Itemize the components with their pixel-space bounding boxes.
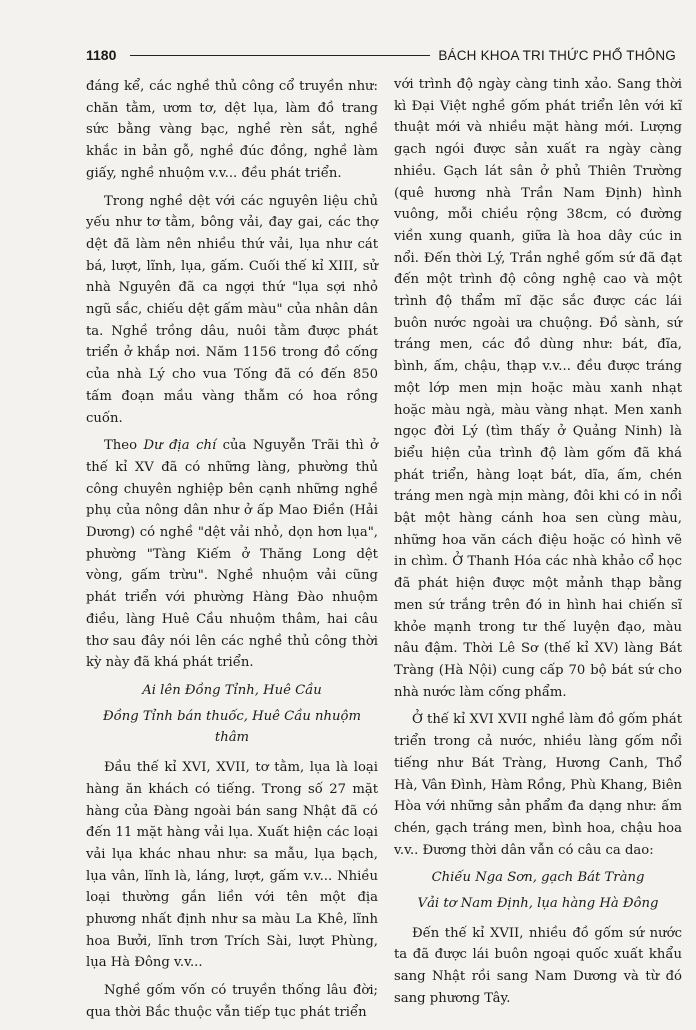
poem-dong-tinh <box>86 680 378 749</box>
page-number: 1180 <box>86 47 117 63</box>
poem-line: Chiếu Nga Sơn, gạch Bát Tràng <box>431 870 645 886</box>
paragraph-pottery-intro: Nghề gốm vốn có truyền thống lâu đời; qua thời Bắc thuộc vẫn tiếp tục phát triển <box>86 983 378 1020</box>
header-rule <box>130 55 430 56</box>
paragraph-crafts: đáng kể, các nghề thủ công cổ truyền như: chăn tằm, ươm tơ, dệt lụa, làm đồ trang sức bằng vàng bạc, nghề rèn sắt, nghề khắc in bản gỗ, nghề đúc đồng, nghề làm giấy, nghề nhuộm v.v... đều phát triển. <box>86 79 378 181</box>
paragraph-rest: của Nguyễn Trãi thì ở thế kỉ XV đã có những làng, phường thủ công chuyên nghiệp bên cạnh những nghề phụ của nông dân như ở ấp Mao Điền (Hải Dương) có nghề "dệt vải nhỏ, dọn hơn lụa", phường "Tàng Kiếm ở Thăng Long dệt vòng, gấm trừu". Nghề nhuộm vải cũng phát triển với phường Hàng Đào nhuộm điều, làng Huê Cầu nhuộm thâm, hai câu thơ sau đây nói lên các nghề thủ công thời kỳ này đã khá phát triển. <box>86 438 378 671</box>
book-title: Dư địa chí <box>143 438 217 454</box>
poem-line: Đồng Tỉnh bán thuốc, Huê Cầu nhuộm thâm <box>103 708 361 746</box>
paragraph-pottery-villages: Ở thế kỉ XVI XVII nghề làm đồ gốm phát triển trong cả nước, nhiều làng gốm nổi tiếng như Bát Tràng, Hương Canh, Thổ Hà, Vân Đình, Hàm Rồng, Phù Khang, Biên Hòa với những sản phẩm đa dạng như: ấm chén, gạch tráng men, bình hoa, chậu hoa v.v.. Đương thời dân vẫn có câu ca dao: <box>394 712 682 858</box>
paragraph-export: Đến thế kỉ XVII, nhiều đồ gốm sứ nước ta đã được lái buôn ngoại quốc xuất khẩu sang Nhật rồi sang Nam Dương và từ đó sang phương Tây. <box>394 925 682 1006</box>
poem-line: Ai lên Đồng Tỉnh, Huê Cầu <box>142 682 322 698</box>
running-title: BÁCH KHOA TRI THỨC PHỔ THÔNG <box>438 47 676 63</box>
paragraph-prefix: Theo <box>104 438 144 454</box>
page-header <box>86 44 676 66</box>
poem-line: Vải tơ Nam Định, lụa hàng Hà Đông <box>417 896 659 912</box>
paragraph-silk-trade: Đầu thế kỉ XVI, XVII, tơ tằm, lụa là loại hàng ăn khách có tiếng. Trong số 27 mặt hàng của Đàng ngoài bán sang Nhật đã có đến 11 mặt hàng vải lụa. Xuất hiện các loại vải lụa khác nhau như: sa mẫu, lụa bạch, lụa vân, lĩnh là, láng, lượt, gấm v.v... Nhiều loại thường gắn liền với tên một địa phương nhất định như sa màu La Khê, lĩnh hoa Bưởi, lĩnh trơn Trích Sài, lượt Phùng, lụa Hà Đông v.v... <box>86 760 378 971</box>
paragraph-weaving: Trong nghề dệt với các nguyên liệu chủ yếu như tơ tằm, bông vải, đay gai, các thợ dệt đã làm nên nhiều thứ vải, lụa như cát bá, lượt, lĩnh, lụa, gấm. Cuối thế kỉ XIII, sử nhà Nguyên đã ca ngợi thứ "lụa sợi nhỏ ngũ sắc, chiếu dệt gấm màu" của nhân dân ta. Nghề trồng dâu, nuôi tằm được phát triển ở khắp nơi. Năm 1156 trong đồ cống của nhà Lý cho vua Tống đã có đến 850 tấm đoạn mầu vàng thẫm có hoa rồng cuốn. <box>86 193 378 426</box>
paragraph-du-dia-chi <box>86 435 378 674</box>
paragraph-pottery-history: với trình độ ngày càng tinh xảo. Sang thời kì Đại Việt nghề gốm phát triển lên với kĩ thuật mới và nhiều mặt hàng mới. Lượng gạch ngói được sản xuất ra ngày càng nhiều. Gạch lát sân ở phủ Thiên Trường (quê hương nhà Trần Nam Định) hình vuông, mỗi chiều rộng 38cm, có đường viền xung quanh, giữa là hoa dây cúc in nổi. Đến thời Lý, Trần nghề gốm sứ đã đạt đến một trình độ công nghệ cao và một trình độ thẩm mĩ đặc sắc được các lái buôn nước ngoài ưa chuộng. Đồ sành, sứ tráng men, các đồ dùng như: bát, đĩa, bình, ấm, chậu, thạp v.v... đều được tráng một lớp men mịn hoặc màu xanh nhạt hoặc màu ngà, màu vàng nhạt. Men xanh ngọc đời Lý (tìm thấy ở Quảng Ninh) là biểu hiện của trình độ làm gốm đã khá phát triển, hàng loạt bát, dĩa, ấm, chén tráng men ngà mịn màng, đôi khi có in nổi bật một hàng cánh hoa sen cùng màu, những hoa văn cách điệu hoặc có hình vẽ in chìm. Ở Thanh Hóa các nhà khảo cổ học đã phát hiện được một mảnh thạp bằng men sứ trắng trên đó in hình hai chiến sĩ khỏe mạnh trong tư thế luyện đạo, màu nâu đậm. Thời Lê Sơ (thế kỉ XV) làng Bát Tràng (Hà Nội) cung cấp 70 bộ bát sứ cho nhà nước làm cống phẩm. <box>394 77 682 700</box>
left-column <box>86 76 378 1030</box>
poem-nga-son <box>394 867 682 914</box>
right-column <box>394 76 682 1016</box>
